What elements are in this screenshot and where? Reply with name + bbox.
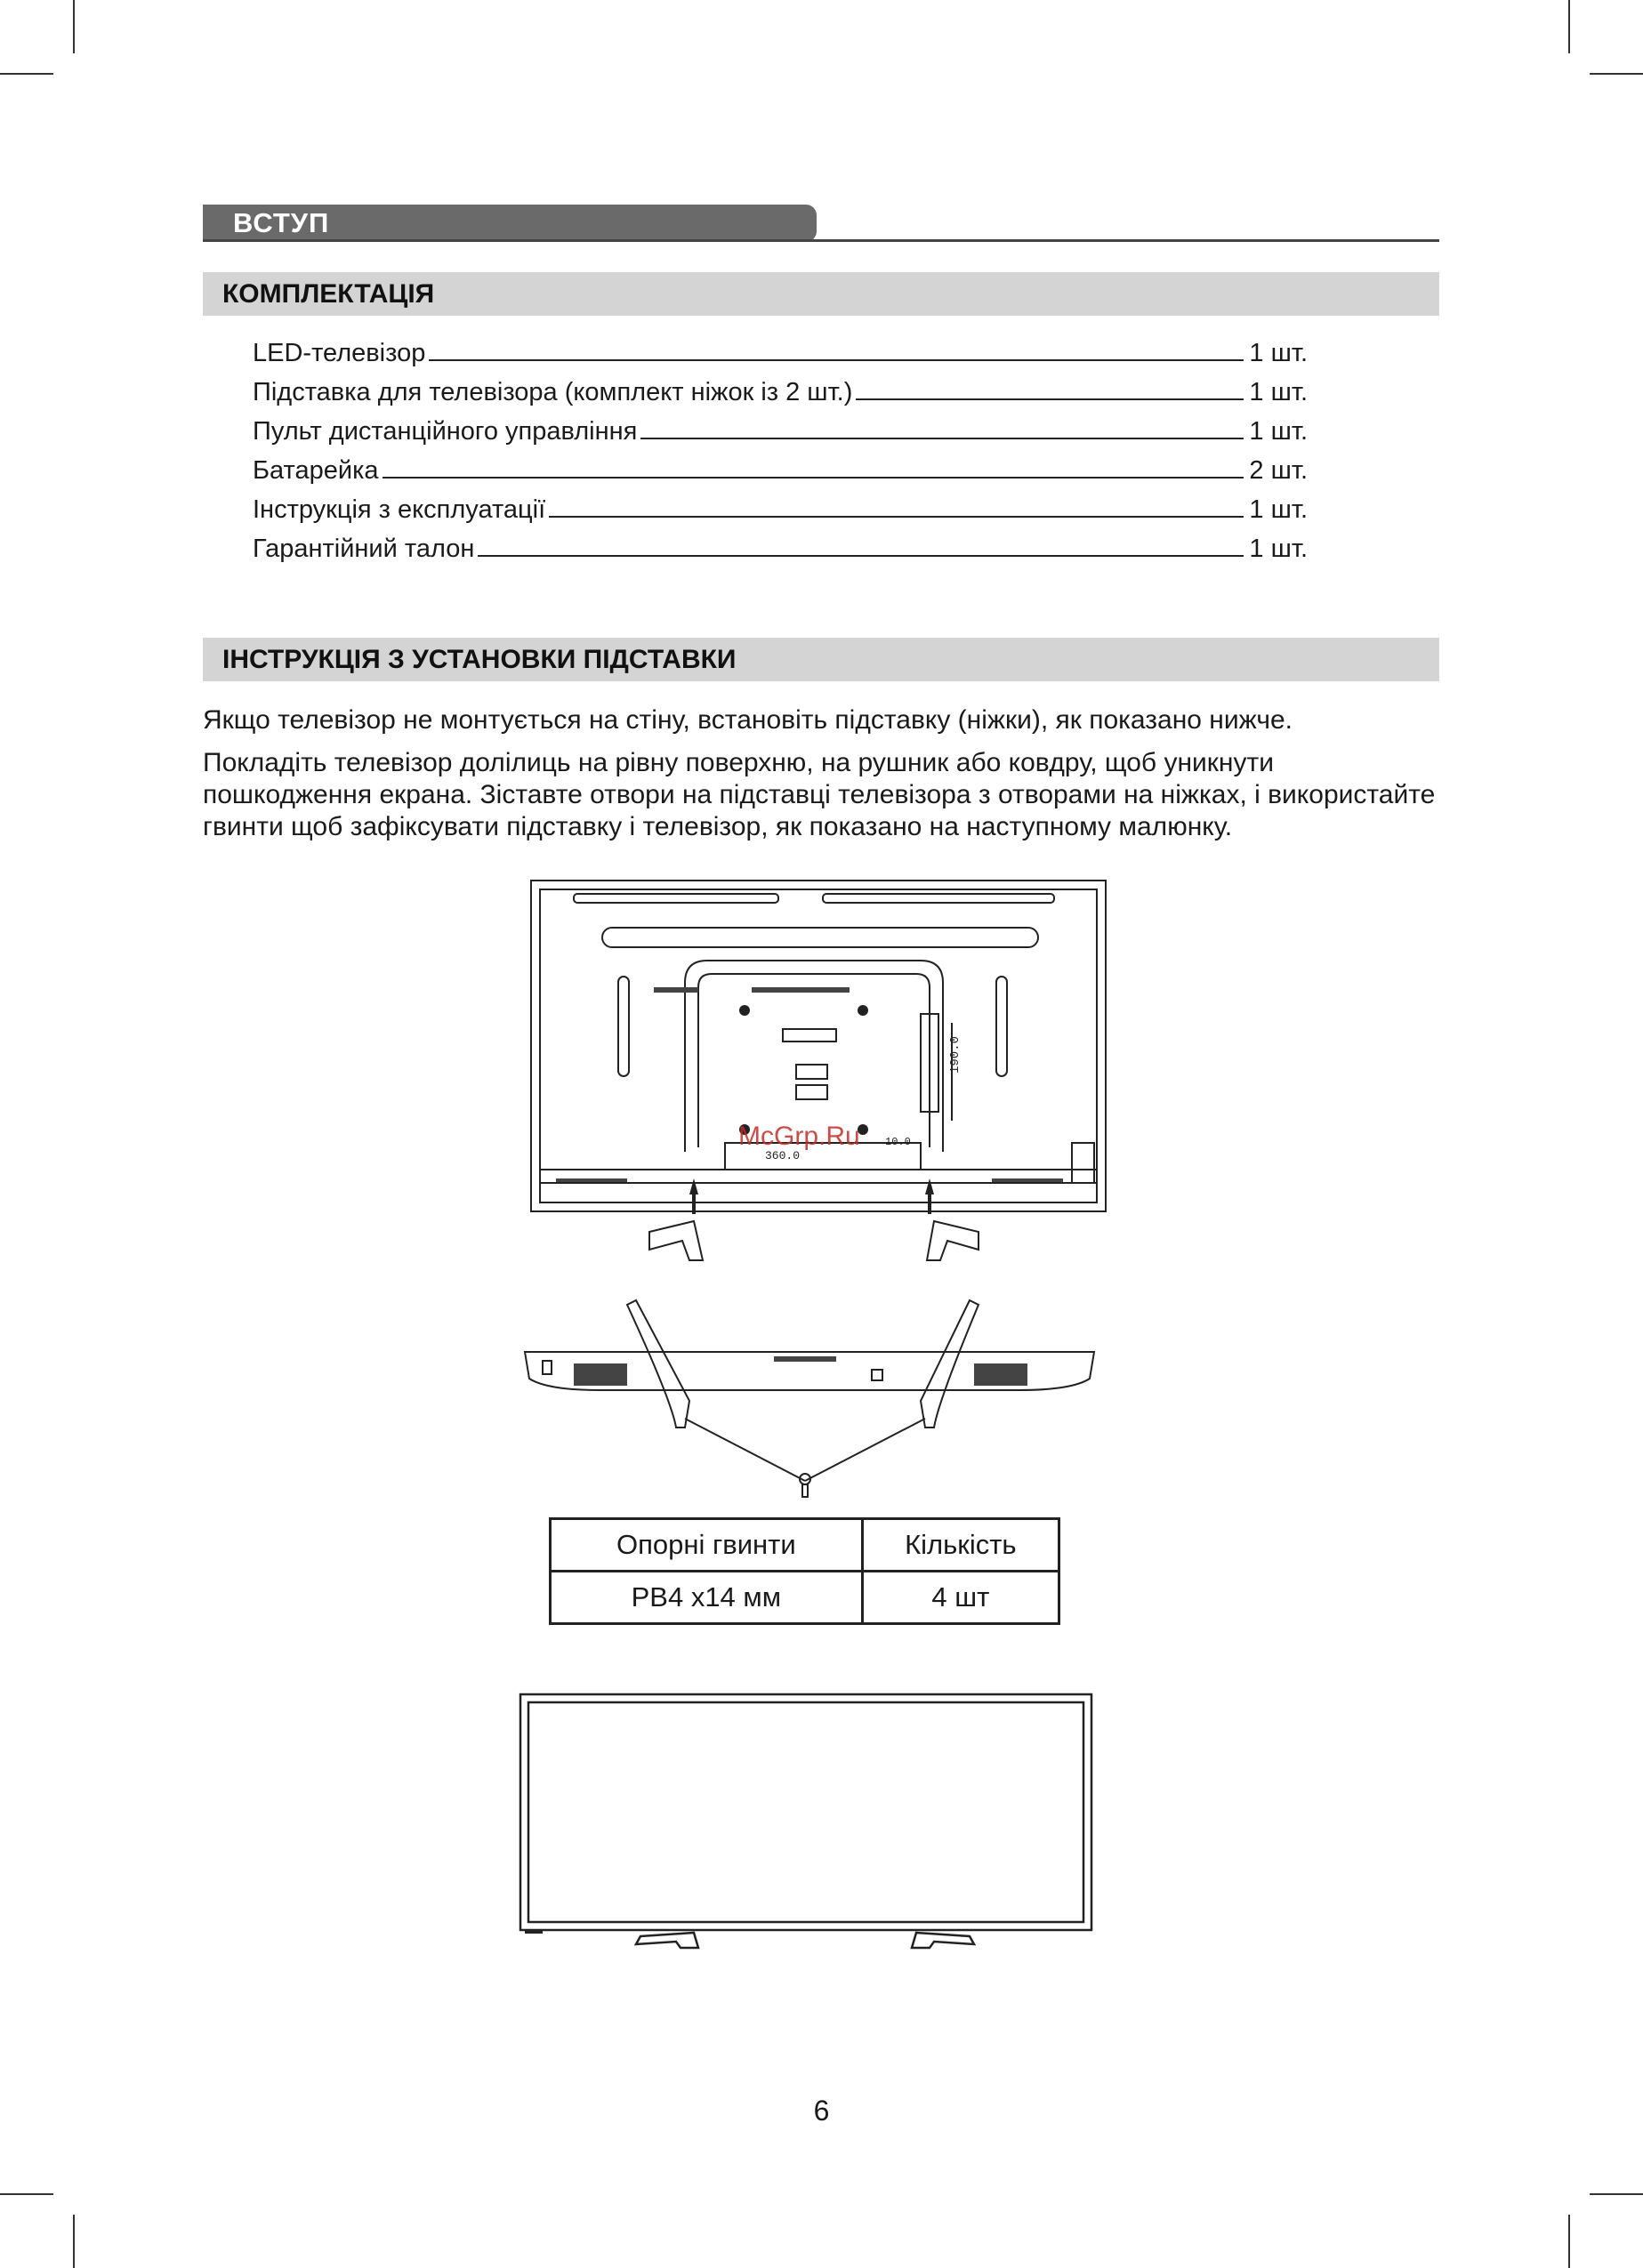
item-qty: 1 шт. — [1249, 417, 1308, 446]
item-name: Пульт дистанційного управління — [253, 417, 638, 446]
tv-bottom-diagram — [520, 1294, 1099, 1499]
dotted-leader — [429, 359, 1244, 361]
page-number: 6 — [813, 2095, 830, 2127]
item-qty: 2 шт. — [1249, 456, 1308, 485]
dimension-label: 360.0 — [765, 1149, 801, 1162]
dotted-leader — [640, 438, 1244, 439]
list-item — [253, 446, 1308, 486]
section-title: ВСТУП — [203, 205, 817, 242]
crop-mark — [0, 73, 53, 75]
item-name: LED-телевізор — [253, 339, 426, 367]
dotted-leader — [549, 516, 1244, 518]
kit-list — [253, 329, 1308, 564]
table-cell: 4 шт — [862, 1572, 1059, 1624]
item-qty: 1 шт. — [1249, 339, 1308, 367]
item-name: Інструкція з експлуатації — [253, 495, 546, 524]
list-item — [253, 486, 1308, 525]
table-row — [551, 1519, 1059, 1572]
crop-mark — [1590, 73, 1643, 75]
crop-mark — [1568, 2215, 1570, 2268]
dotted-leader — [856, 398, 1244, 400]
crop-mark — [1568, 0, 1570, 53]
item-name: Батарейка — [253, 456, 379, 485]
item-qty: 1 шт. — [1249, 378, 1308, 406]
table-header: Опорні гвинти — [551, 1519, 863, 1572]
table-header: Кількість — [862, 1519, 1059, 1572]
table-row — [551, 1572, 1059, 1624]
watermark: McGrp.Ru — [738, 1122, 860, 1151]
list-item — [253, 368, 1308, 407]
screws-table — [549, 1517, 1060, 1625]
item-qty: 1 шт. — [1249, 535, 1308, 563]
install-paragraph: Якщо телевізор не монтується на стіну, встановіть підставку (ніжки), як показано нижче. — [203, 705, 1293, 735]
tv-back-diagram — [529, 876, 1107, 1267]
item-qty: 1 шт. — [1249, 495, 1308, 524]
list-item — [253, 329, 1308, 368]
tv-front-diagram — [516, 1690, 1103, 1974]
dimension-label: 190.0 — [948, 1035, 962, 1074]
list-item — [253, 407, 1308, 446]
dimension-label: 10.0 — [885, 1136, 911, 1148]
item-name: Підставка для телевізора (комплект ніжок із 2 шт.) — [253, 378, 853, 406]
dotted-leader — [478, 555, 1244, 557]
install-heading: ІНСТРУКЦІЯ З УСТАНОВКИ ПІДСТАВКИ — [203, 638, 1439, 681]
crop-mark — [0, 2193, 53, 2195]
table-cell: PB4 x14 мм — [551, 1572, 863, 1624]
item-name: Гарантійний талон — [253, 535, 475, 563]
dotted-leader — [383, 477, 1244, 479]
crop-mark — [73, 2215, 75, 2268]
kit-heading: КОМПЛЕКТАЦІЯ — [203, 272, 1439, 316]
crop-mark — [1590, 2193, 1643, 2195]
crop-mark — [73, 0, 75, 53]
list-item — [253, 525, 1308, 564]
install-paragraph: Покладіть телевізор долілиць на рівну поверхню, на рушник або ковдру, щоб уникнути пошкодження екрана. Зіставте отвори на підставці телевізора з отворами на ніжках, і використайте гвинти щоб зафіксувати підставку і телевізор, як показано на наступному малюнку. — [203, 748, 1436, 841]
section-divider — [203, 239, 1439, 242]
